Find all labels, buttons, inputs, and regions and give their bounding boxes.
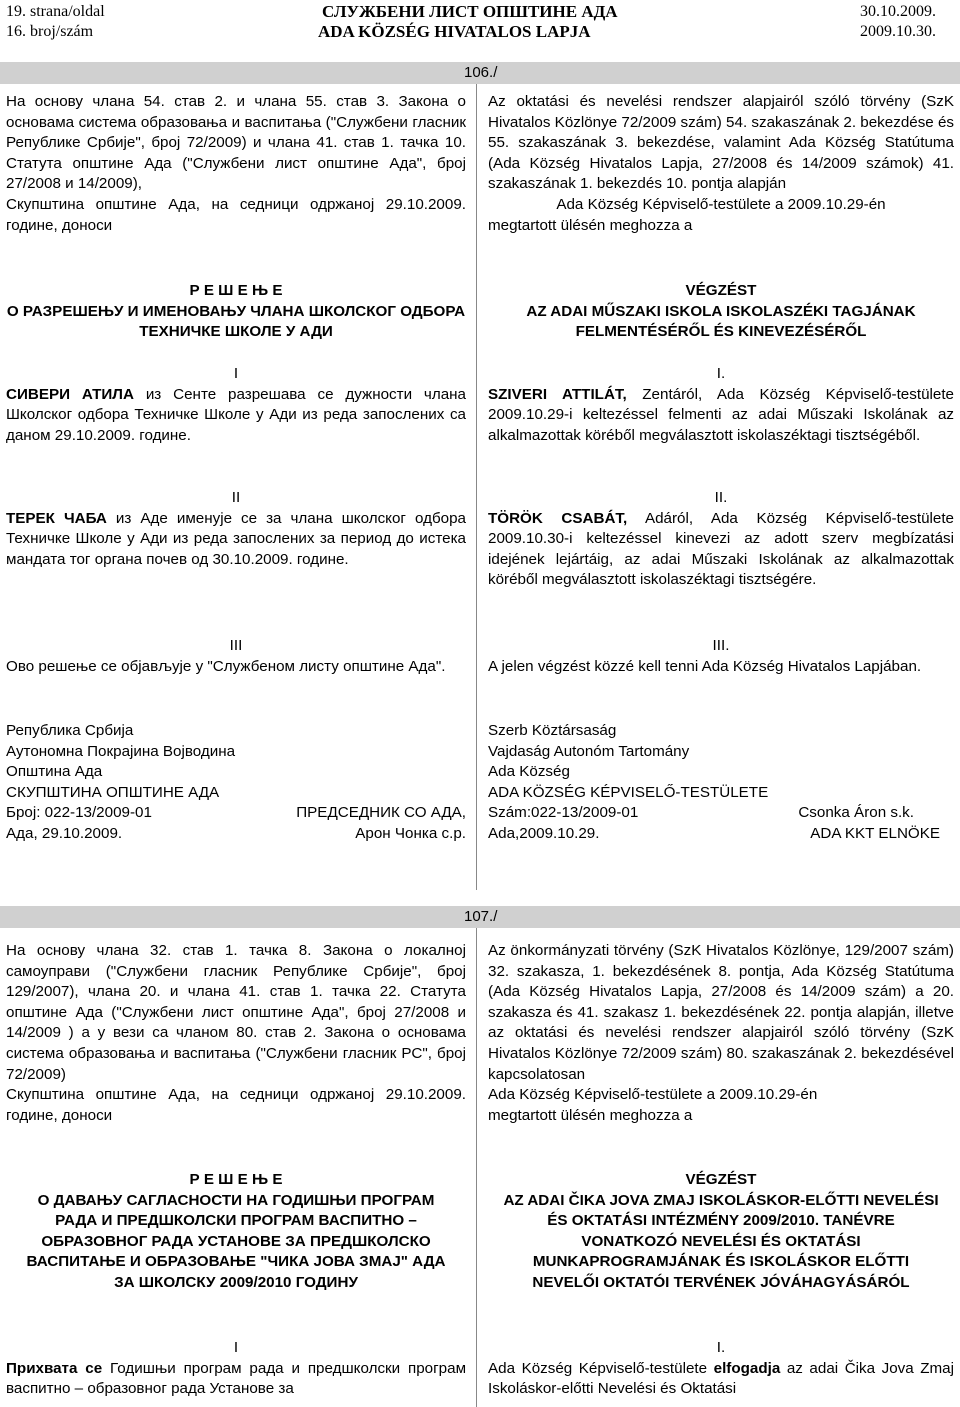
sig-country: Република Србија — [6, 722, 134, 739]
issue-number: 16. broj/szám — [6, 23, 94, 40]
section-number: I — [233, 1339, 239, 1356]
preamble: Az oktatási és nevelési rendszer alapjairól szóló törvény (SzK Hivatalos Közlönye 72/2009 szám) 54. szakaszának 2. bekezdése és 55. szakaszának 3. bekezdése, valamint Ada Község Statútuma (Ada Község Hivatalos Lapja, 27/2008 és 14/2009 számok) 41. szakaszának 1. bekezdés 10. pontja alapján — [488, 93, 955, 193]
section-2 — [6, 488, 466, 570]
section-text: Ada Község Képviselő-testülete elfogadja az adai Čika Jova Zmaj Iskoláskor-előtti Nevelési és Oktatási — [488, 1359, 954, 1398]
section-1 — [488, 364, 954, 446]
person-name: СИВЕРИ АТИЛА — [6, 385, 134, 403]
signature-block — [488, 721, 954, 845]
date-serbian: 30.10.2009. — [860, 3, 936, 20]
decision-heading: VÉGZÉST — [685, 282, 757, 299]
decision-subject: О ДАВАЊУ САГЛАСНОСТИ НА ГОДИШЊИ ПРОГРАМ РАДА И ПРЕДШКОЛСКИ ПРОГРАМ ВАСПИТНО – ОБРАЗОВНОГ РАДА УСТАНОВЕ ЗА ПРЕДШКОЛСКО ВАСПИТАЊЕ И ОБРАЗОВАЊЕ "ЧИКА ЈОВА ЗМАЈ" АДА ЗА ШКОЛСКУ 2009/2010 ГОДИНУ — [26, 1191, 446, 1291]
act-107-serbian-column — [6, 941, 466, 1126]
sig-signer: Арон Чонка с.р. — [355, 824, 466, 842]
signature-block — [6, 721, 466, 845]
sig-role: ADA KKT ELNÖKE — [810, 824, 940, 842]
decision-title — [488, 281, 954, 343]
decision-title — [6, 281, 466, 343]
sig-reference: Szám:022-13/2009-01 — [488, 804, 639, 822]
section-number: II — [231, 489, 241, 506]
person-name: ТЕРЕК ЧАБА — [6, 509, 107, 527]
sig-province: Vajdaság Autonóm Tartomány — [488, 742, 690, 760]
sig-reference: Број: 022-13/2009-01 — [6, 804, 152, 822]
decision-subject: AZ ADAI MŰSZAKI ISKOLA ISKOLASZÉKI TAGJÁNAK FELMENTÉSÉRŐL ÉS KINEVEZÉSÉRŐL — [526, 302, 916, 341]
assembly-statement: Ada Község Képviselő-testülete a 2009.10.29-én — [488, 1086, 818, 1104]
section-lead: Прихвата се — [6, 1359, 103, 1377]
section-3 — [6, 636, 466, 677]
section-text: Прихвата се Годишњи програм рада и предшколски програм васпитно – образовног рада Установе за — [6, 1359, 467, 1398]
assembly-statement: Скупштина општине Ада, на седници одржаној 29.10.2009. године, доноси — [6, 195, 466, 234]
decision-heading: VÉGZÉST — [685, 1171, 757, 1188]
act-106-band — [0, 62, 960, 84]
sig-assembly: СКУПШТИНА ОПШТИНЕ АДА — [6, 783, 220, 801]
act-106-hungarian-column — [488, 92, 954, 236]
section-text: СИВЕРИ АТИЛА из Сенте разрешава се дужности члана Школског одбора Техничке Школе у Ади из реда запослених са даном 29.10.2009. године. — [6, 385, 466, 444]
page-number: 19. strana/oldal — [6, 3, 105, 20]
sig-country: Szerb Köztársaság — [488, 722, 617, 739]
decision-heading: Р Е Ш Е Њ Е — [189, 1171, 283, 1188]
decision-title — [488, 1170, 954, 1294]
gazette-title-hungarian: ADA KÖZSÉG HIVATALOS LAPJA — [318, 22, 591, 41]
section-text: Ово решење се објављује у "Службеном листу општине Ада". — [6, 657, 446, 675]
act-106-serbian-column — [6, 92, 466, 236]
decision-title — [6, 1170, 466, 1294]
section-3 — [488, 636, 954, 677]
preamble: На основу члана 54. став 2. и члана 55. став 3. Закона о основама система образовања и васпитања ("Службени гласник Републике Србије", број 72/2009) и члана 41. став 1. тачка 10. Статута општине Ада ("Службени лист општине Ада", број 27/2008 и 14/2009), — [6, 93, 466, 193]
sig-role: ПРЕДСЕДНИК СО АДА, — [296, 804, 466, 822]
section-number: III. — [712, 637, 730, 654]
sig-province: Аутономна Покрајина Војводина — [6, 742, 236, 760]
section-text: SZIVERI ATTILÁT, Zentáról, Ada Község Képviselő-testülete 2009.10.29-i keltezéssel felmenti az adai Műszaki Iskolának az alkalmazottak köréből megválasztott iskolaszéktagi tisztségéből. — [488, 385, 954, 444]
gazette-title-serbian: СЛУЖБЕНИ ЛИСТ ОПШТИНЕ АДА — [322, 2, 618, 21]
sig-municipality: Општина Ада — [6, 763, 103, 781]
sig-municipality: Ada Község — [488, 763, 570, 781]
act-107-band — [0, 906, 960, 928]
section-text: ТЕРЕК ЧАБА из Аде именује се за члана школског одбора Техничке Школе у Ади из реда запослених за период до истека мандата тог органа почев од 30.10.2009. године. — [6, 509, 466, 568]
assembly-statement-cont: megtartott ülésén meghozza a — [488, 1106, 693, 1124]
sig-row — [6, 803, 466, 824]
section-number: III — [229, 637, 243, 654]
act-106-number: 106./ — [464, 64, 498, 81]
preamble: На основу члана 32. став 1. тачка 8. Закона о локалној самоуправи ("Службени гласник Републике Србије", број 129/2007), члана 20. и члана 41. став 1. тачка 22. Статута општине Ада ("Службени лист општине Ада", број 27/2008 и 14/2009 ) а у вези са чланом 80. став 2. Закона о основама система образовања и васпитања ("Службени гласник РС", број 72/2009) — [6, 942, 466, 1083]
column-divider — [476, 84, 477, 890]
assembly-statement: Скупштина општине Ада, на седници одржаној 29.10.2009. године, доноси — [6, 1086, 466, 1124]
page-header — [0, 0, 960, 46]
person-name: TÖRÖK CSABÁT, — [488, 509, 628, 527]
decision-heading: Р Е Ш Е Њ Е — [189, 282, 283, 299]
column-divider — [476, 928, 477, 1407]
person-name: SZIVERI ATTILÁT, — [488, 385, 627, 403]
assembly-statement: Ada Község Képviselő-testülete a 2009.10.29-én — [556, 195, 886, 213]
sig-signer: Csonka Áron s.k. — [798, 804, 914, 822]
sig-date: Ada,2009.10.29. — [488, 824, 600, 842]
section-2 — [488, 488, 954, 591]
section-number: I — [233, 365, 239, 382]
sig-row — [488, 803, 954, 824]
section-1 — [488, 1338, 954, 1400]
decision-subject: О РАЗРЕШЕЊУ И ИМЕНОВАЊУ ЧЛАНА ШКОЛСКОГ ОДБОРА ТЕХНИЧКЕ ШКОЛЕ У АДИ — [6, 302, 466, 341]
decision-subject: AZ ADAI ČIKA JOVA ZMAJ ISKOLÁSKOR-ELŐTTI NEVELÉSI ÉS OKTATÁSI INTÉZMÉNY 2009/2010. TANÉVRE VONATKOZÓ NEVELÉSI ÉS OKTATÁSI MUNKAPROGRAMJÁNAK ÉS ISKOLÁSKOR ELŐTTI NEVELŐI OKTATÓI TERVÉNEK JÓVÁHAGYÁSÁRÓL — [503, 1191, 939, 1291]
sig-assembly: ADA KÖZSÉG KÉPVISELŐ-TESTÜLETE — [488, 783, 769, 801]
section-1 — [6, 1338, 466, 1400]
act-107-number: 107./ — [464, 908, 498, 925]
assembly-statement-cont: megtartott ülésén meghozza a — [488, 216, 693, 234]
section-1 — [6, 364, 466, 446]
section-number: II. — [714, 489, 728, 506]
date-hungarian: 2009.10.30. — [860, 23, 936, 40]
preamble: Az önkormányzati törvény (SzK Hivatalos Közlönye, 129/2007 szám) 32. szakasza, 1. bekezdésének 8. pontja, Ada Község Statútuma (Ada Község Hivatalos Lapja, 27/2008 és 14/2009 szám) a 20. szakasza és 41. szakasz 1. bekezdésének 22. pontja alapján, illetve az oktatási és nevelési rendszer alapjairól szóló törvény (SzK Hivatalos Közlönye 72/2009 szám) 80. szakaszának 2. bekezdésével kapcsolatosan — [488, 942, 954, 1083]
section-lead: elfogadja — [713, 1359, 781, 1377]
section-number: I. — [716, 1339, 726, 1356]
act-107-hungarian-column — [488, 941, 954, 1126]
sig-row — [488, 824, 954, 845]
section-number: I. — [716, 365, 726, 382]
sig-date: Ада, 29.10.2009. — [6, 824, 123, 842]
sig-row — [6, 824, 466, 845]
section-text: A jelen végzést közzé kell tenni Ada Község Hivatalos Lapjában. — [488, 657, 922, 675]
section-text: TÖRÖK CSABÁT, Adáról, Ada Község Képviselő-testülete 2009.10.30-i keltezéssel kinevezi az adott szerv megbízatási idejének lejártáig, az adai Műszaki Iskolának az alkalmazottak köréből megválasztott iskolaszéktagi tisztségére. — [488, 509, 954, 589]
